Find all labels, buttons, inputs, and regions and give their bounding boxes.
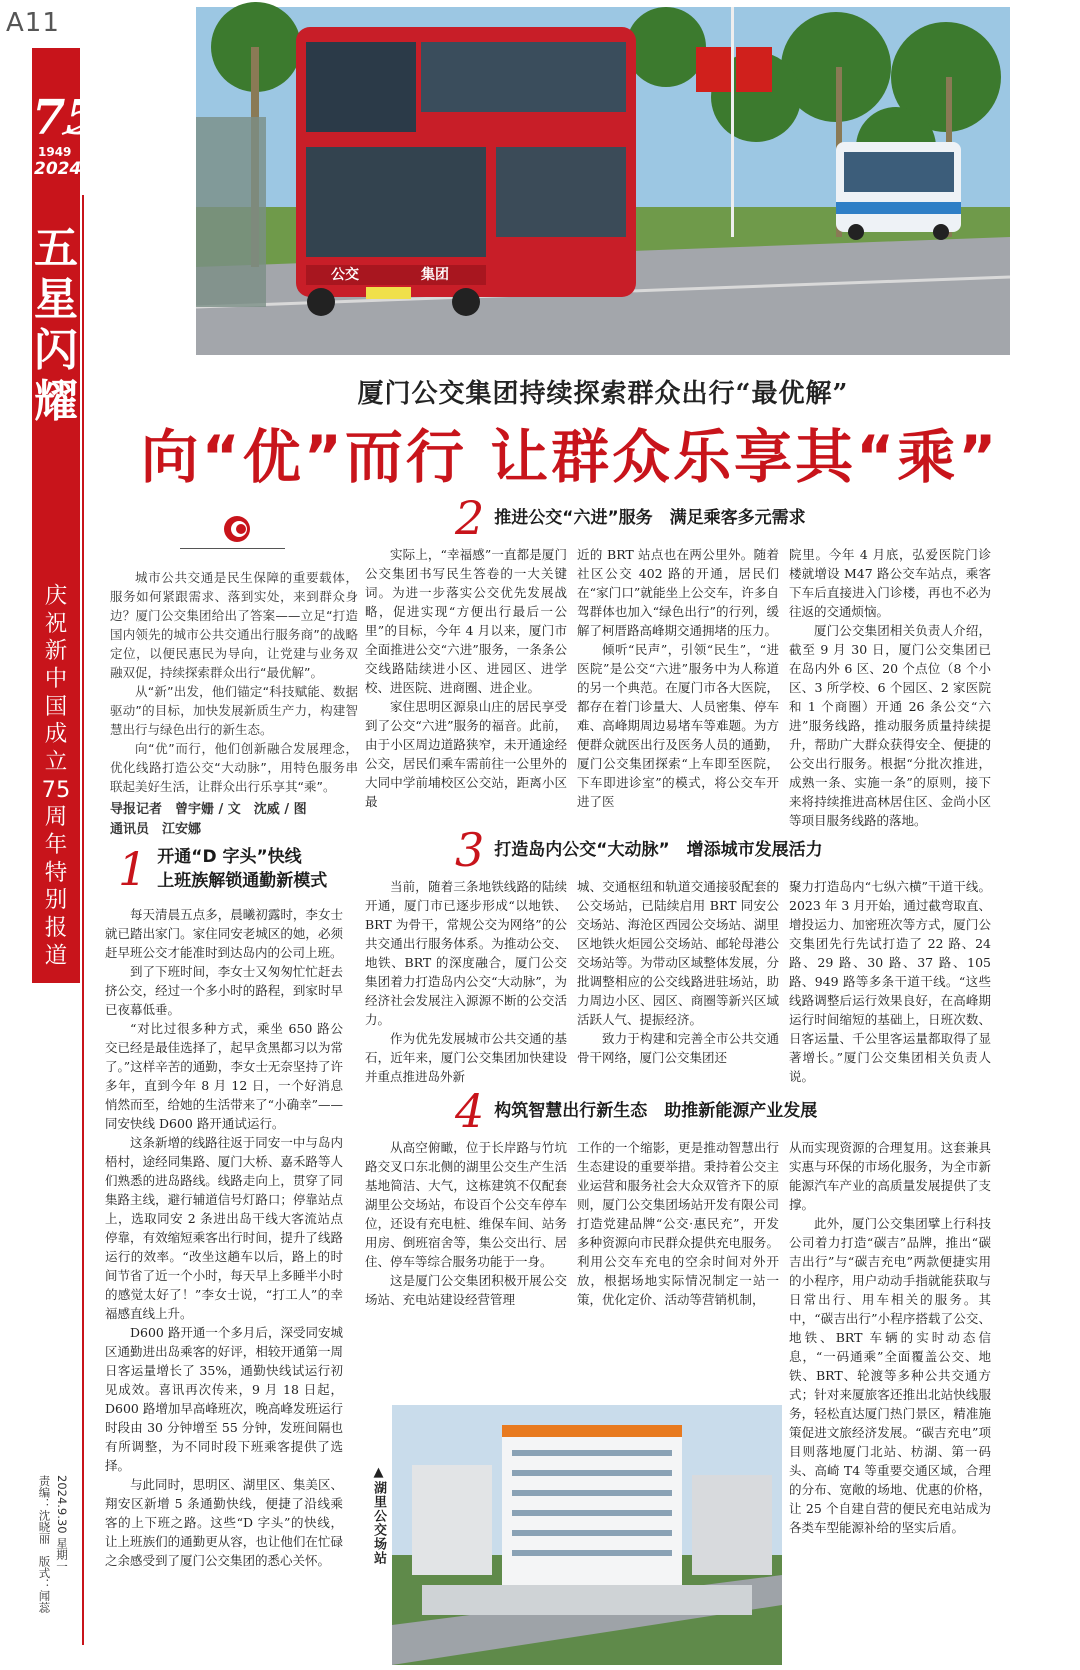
section-4-col-3 — [789, 1138, 991, 1537]
section-3-col-3 — [789, 877, 991, 1086]
intro-paragraphs — [110, 568, 358, 840]
section-4-col-2 — [577, 1138, 779, 1309]
banner-subtitle-char: 祝 — [44, 610, 68, 637]
banner-title-char: 星 — [34, 274, 78, 326]
paragraph: 城、交通枢纽和轨道交通接驳配套的公交场站，已陆续启用 BRT 同安公交场站、海沧区西园公交场站、湖里区地铁火炬园公交场站、邮轮母港公交场站等。为带动区域整体发展，分批调整相应的公交线路进驻场站，助力周边小区、园区、商圈等新兴区域活跃人气、提振经济。 — [577, 879, 779, 1027]
paragraph: 当前，随着三条地铁线路的陆续开通，厦门市已逐步形成“以地铁、BRT 为骨干，常规公交为网络”的公共交通出行服务体系。为推动公交、地铁、BRT 的深度融合，厦门公交集团着力打造岛内公交“大动脉”，为经济社会发展注入源源不断的公交活力。 — [365, 879, 567, 1027]
section-4-col-1 — [365, 1138, 567, 1309]
photo-caption: ▲湖里公交场站 — [371, 1465, 386, 1565]
paragraph: 聚力打造岛内“七纵六横”干道干线。2023 年 3 月开始，通过截弯取直、增投运力、加密班次等方式，厦门公交集团先行先试打造了 22 路、24 路、29 路、30 路、37 路、105 路、949 路等多条干道干线。“这些线路调整后运行效果良好，在高峰期运行时间缩短的基础上，日班次数、日客运量、千公里客运量都取得了显著增长。”厦门公交集团相关负责人说。 — [789, 879, 991, 1084]
banner-subtitle-char: 报 — [44, 915, 68, 942]
paragraph: 这条新增的线路往返于同安一中与岛内梧村，途经同集路、厦门大桥、嘉禾路等人们熟悉的进岛路线。线路走向上，贯穿了同集路主线，避行辅道信号灯路口；停靠站点上，选取同安 2 条进出岛干线大客流站点停靠，有效缩短乘客出行时间，提升了线路运行的效率。“改坐这趟车以后，路上的时间节省了近一个小时，每天早上多睡半小时的感觉太好了！”李女士说，“打工人”的幸福感直线上升。 — [105, 1135, 343, 1321]
paragraph: 从而实现资源的合理复用。这套兼具实惠与环保的市场化服务，为全市新能源汽车产业的高质量发展提供了支撑。 — [789, 1140, 991, 1212]
paragraph: 实际上，“幸福感”一直都是厦门公交集团书写民生答卷的一大关键词。为进一步落实公交优先发展战略，促进实现“方便出行最后一公里”的目标，今年 4 月以来，厦门市全面推进公交“六进”服务，一条条公交线路陆续进小区、进园区、进学校、进医院、进商圈、进企业。 — [365, 547, 567, 695]
section-2-col-1 — [365, 545, 567, 811]
section-3-col-1 — [365, 877, 567, 1086]
top-photo-double-decker-bus — [196, 7, 1010, 355]
banner-subtitle-char: 中 — [44, 666, 68, 693]
banner-subtitle-char: 庆 — [44, 583, 68, 609]
banner-subtitle-char: 成 — [44, 721, 68, 748]
banner-subtitle — [32, 583, 80, 970]
editor-credits: 责编：沈晓丽 版式：闻蕊 — [37, 1475, 52, 1613]
paragraph: “对比过很多种方式，乘坐 650 路公交已经是最佳选择了，起早贪黑都习以为常了。”这样辛苦的通勤，李女士无奈坚持了许多年，直到今年 8 月 12 日，一个好消息悄然而至，给她的生活带来了“小确幸”——同安快线 D600 路开通试运行。 — [105, 1021, 343, 1131]
banner-title-char: 耀 — [34, 376, 78, 428]
paragraph: 这是厦门公交集团积极开展公交场站、充电站建设经营管理 — [365, 1273, 567, 1307]
paragraph: 家住思明区源泉山庄的居民享受到了公交“六进”服务的福音。此前，由于小区周边道路狭窄，未开通途经公交，居民们乘车需前往一公里外的大同中学前埔校区公交站，距离小区最 — [365, 699, 567, 809]
section-title: 推进公交“六进”服务 满足乘客多元需求 — [494, 508, 806, 528]
section-title: 开通“D 字头”快线 — [157, 847, 302, 867]
left-divider-line — [82, 195, 84, 1645]
paragraph: 院里。今年 4 月底，弘爱医院门诊楼就增设 M47 路公交车站点，乘客下车后直接进入门诊楼，再也不必为往返的交通烦恼。 — [789, 547, 991, 619]
section-3-heading — [455, 823, 823, 877]
logo-year-bottom: 2024 — [34, 159, 82, 179]
bottom-photo-huli-bus-station — [392, 1405, 782, 1665]
logo-number: 75 — [32, 90, 99, 146]
section-number: 4 — [455, 1084, 485, 1138]
paragraph: 致力于构建和完善全市公共交通骨干网络，厦门公交集团还 — [577, 1031, 779, 1065]
paragraph: 作为优先发展城市公共交通的基石，近年来，厦门公交集团加快建设并重点推进岛外新 — [365, 1031, 567, 1084]
section-title: 上班族解锁通勤新模式 — [157, 871, 328, 891]
paragraph: 倾听“民声”，引领“民生”，“进医院”是公交“六进”服务中为人称道的另一个典范。在厦门市各大医院，都存在着门诊量大、人员密集、停车难、高峰期周边易堵车等难题。为方便群众就医出行及医务人员的通勤，厦门公交集团探索“上车即至医院，下车即进诊室”的模式，将公交车开进了医 — [577, 642, 779, 809]
main-headline: 向“优”而行 让群众乐享其“乘” — [140, 423, 1000, 491]
publish-date: 2024.9.30 星期一 — [55, 1475, 70, 1572]
bus-label-left: 公交 — [331, 267, 359, 283]
banner-title-char: 五 — [34, 223, 78, 274]
section-number: 1 — [118, 842, 148, 896]
banner-subtitle-char: 国 — [44, 693, 68, 720]
intro-paragraph: 向“优”而行，他们创新融合发展理念，优化线路打造公交“大动脉”，用特色服务串联起美好生活，让群众出行乐享其“乘”。 — [110, 741, 358, 794]
banner-title-char: 闪 — [34, 325, 78, 377]
section-number: 2 — [455, 491, 485, 545]
section-1-heading — [118, 842, 328, 896]
section-2-col-2 — [577, 545, 779, 811]
paragraph: 近的 BRT 站点也在两公里外。随着社区公交 402 路的开通，居民们在“家门口”就能坐上公交车，许多自驾群体也加入“绿色出行”的行列，缓解了柯厝路高峰期交通拥堵的压力。 — [577, 547, 779, 638]
section-number: 3 — [455, 823, 485, 877]
paragraph: 此外，厦门公交集团擘上行科技公司着力打造“碳吉”品牌，推出“碳吉出行”与“碳吉充电”两款便捷实用的小程序，用户动动手指就能获取与日常出行、用车相关的服务。其中，“碳吉出行”小程序搭载了公交、地铁、BRT 车辆的实时动态信息，“一码通乘”全面覆盖公交、地铁、BRT、轮渡等多种公共交通方式；针对来厦旅客还推出北站快线服务，轻松直达厦门热门景区，精准施策促进文旅经济发展。“碳吉充电”项目则落地厦门北站、枋湖、第一码头、高崎 T4 等重要交通区域，合理的分布、宽敞的场地、优惠的价格，让 25 个自建自营的便民充电站成为各类车型能源补给的坚实后盾。 — [789, 1216, 991, 1535]
banner-subtitle-char: 年 — [44, 832, 68, 859]
section-2-heading — [455, 491, 806, 545]
banner-subtitle-char: 新 — [44, 638, 68, 665]
paragraph: 工作的一个缩影，更是推动智慧出行生态建设的重要举措。秉持着公交主业运营和服务社会大众双管齐下的原则，厦门公交集团场站开发有限公司打造党建品牌“公交·惠民充”，开发多种资源向市民群众提供充电服务。利用公交车充电的空余时间对外开放，根据场地实际情况制定一站一策，优化定价、活动等营销机制， — [577, 1140, 779, 1307]
anniversary-75-logo — [32, 74, 99, 184]
bus-label-right: 集团 — [421, 267, 449, 283]
page-number: A11 — [6, 8, 60, 38]
paragraph: 与此同时，思明区、湖里区、集美区、翔安区新增 5 条通勤快线，便捷了沿线乘客的上下班之路。这些“D 字头”的快线，让上班族们的通勤更从容，也让他们在忙碌之余感受到了厦门公交集团的悉心关怀。 — [105, 1477, 343, 1568]
sub-headline: 厦门公交集团持续探索群众出行“最优解” — [357, 379, 849, 409]
intro-divider — [180, 548, 285, 549]
paragraph: D600 路开通一个多月后，深受同安城区通勤进出岛乘客的好评，相较开通第一周日客运量增长了 35%，通勤快线试运行初见成效。喜讯再次传来，9 月 18 日起，D600 路增加早高峰班次，晚高峰发班运行时段由 30 分钟增至 55 分钟，发班间隔也有所调整，为不同时段下班乘客提供了选择。 — [105, 1325, 343, 1473]
banner-subtitle-char: 道 — [44, 942, 68, 969]
section-1-body — [105, 905, 343, 1570]
paragraph: 厦门公交集团相关负责人介绍，截至 9 月 30 日，厦门公交集团已在岛内外 6 区、20 个点位（8 个小区、3 所学校、6 个园区、2 家医院和 1 个商圈）开通 26 条公交“六进”服务线路，推动服务质量持续提升，帮助广大群众获得安全、便捷的公交出行服务。根据“分批次推进，成熟一条、实施一条”的原则，接下来将持续推进高林居住区、金尚小区等项目服务线路的落地。 — [789, 623, 991, 828]
banner-subtitle-char: 特 — [44, 859, 68, 886]
paragraph: 从高空俯瞰，位于长岸路与竹坑路交叉口东北侧的湖里公交生产生活基地简洁、大气，这栋建筑不仅配套湖里公交场站，布设百个公交车停车位，还设有充电桩、维保车间、站务用房、倒班宿舍等，集公交出行、居住、停车等综合服务功能于一身。 — [365, 1140, 567, 1269]
newspaper-emblem-icon — [222, 514, 252, 544]
section-title: 打造岛内公交“大动脉” 增添城市发展活力 — [494, 840, 823, 860]
byline-correspondent: 通讯员 江安娜 — [110, 822, 202, 837]
banner-subtitle-char: 别 — [44, 887, 68, 914]
section-title: 构筑智慧出行新生态 助推新能源产业发展 — [494, 1101, 818, 1121]
byline-reporter: 导报记者 曾宇姗 / 文 沈威 / 图 — [110, 802, 307, 817]
section-2-col-3 — [789, 545, 991, 830]
intro-paragraph: 城市公共交通是民生保障的重要载体，服务如何紧跟需求、落到实处，来到群众身边？厦门公交集团给出了答案——立足“打造国内领先的城市公共交通出行服务商”的战略定位，以便民惠民为导向，让党建与业务双融双促，持续探索群众出行“最优解”。 — [110, 570, 358, 680]
intro-paragraph: 从“新”出发，他们锚定“科技赋能、数据驱动”的目标，加快发展新质生产力，构建智慧出行与绿色出行的新生态。 — [110, 684, 358, 737]
editor-note — [36, 1475, 78, 1613]
banner-title — [32, 223, 80, 427]
logo-year-top: 1949 — [38, 145, 72, 159]
banner-subtitle-char: 75 — [41, 776, 71, 803]
paragraph: 每天清晨五点多，晨曦初露时，李女士就已踏出家门。家住同安老城区的她，必须赶早班公交才能准时到达岛内的公司上班。 — [105, 907, 343, 960]
paragraph: 到了下班时间，李女士又匆匆忙忙赶去挤公交，经过一个多小时的路程，到家时早已夜幕低垂。 — [105, 964, 343, 1017]
anniversary-banner — [32, 48, 99, 983]
section-4-heading — [455, 1084, 818, 1138]
section-3-col-2 — [577, 877, 779, 1067]
banner-subtitle-char: 立 — [44, 749, 68, 776]
banner-subtitle-char: 周 — [44, 804, 68, 831]
